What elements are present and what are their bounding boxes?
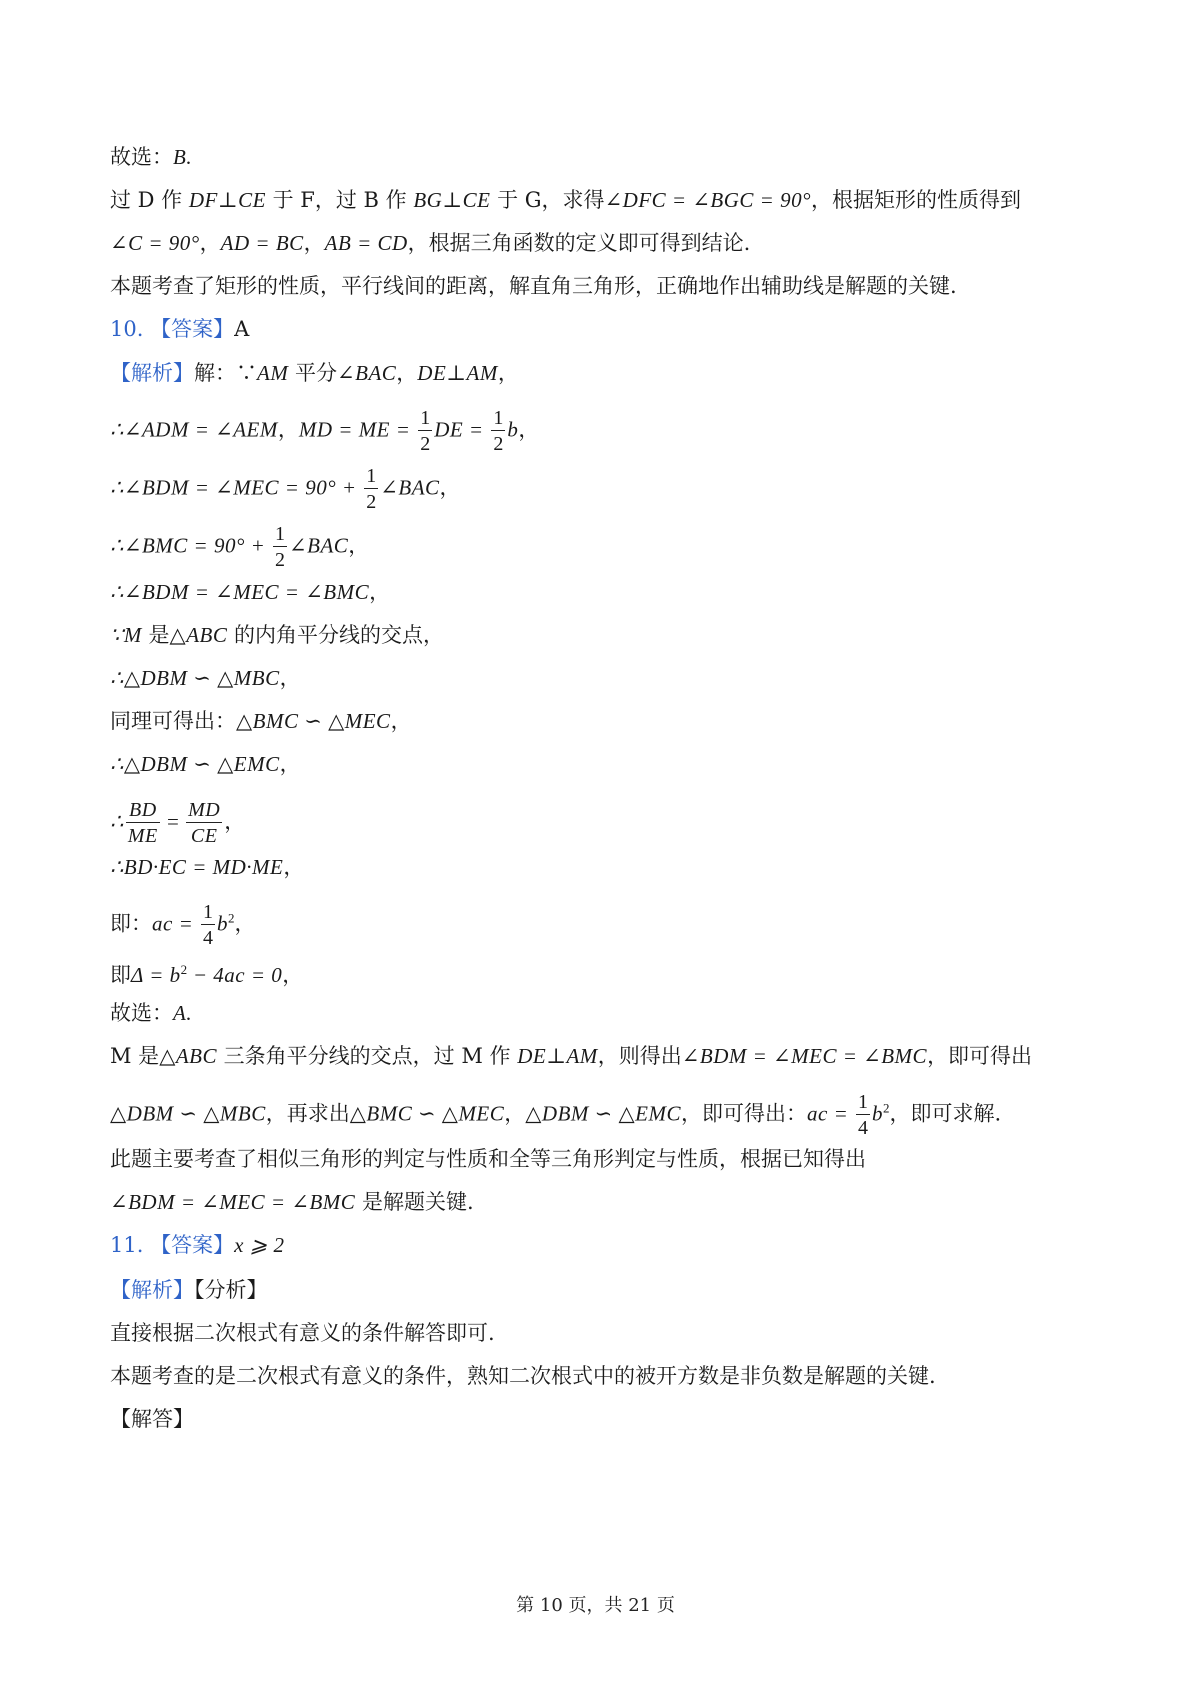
text-line xyxy=(110,800,245,846)
question-number: 10. xyxy=(110,317,151,341)
text-line xyxy=(110,998,192,1028)
text: 即 xyxy=(110,963,131,987)
math: b xyxy=(507,417,519,442)
text: 的内角平分线的交点， xyxy=(227,623,445,647)
fraction xyxy=(491,408,505,454)
analysis-tag: 【解析】 xyxy=(110,361,194,385)
analysis-tag: 【解析】 xyxy=(110,1278,194,1302)
text: 过 D 作 xyxy=(110,188,189,212)
denominator: 2 xyxy=(366,491,377,513)
text: M 是 xyxy=(110,1044,160,1068)
fraction xyxy=(126,800,160,846)
math: ∵M xyxy=(110,623,142,647)
fraction xyxy=(273,524,287,570)
answer-line xyxy=(110,314,249,344)
text-line xyxy=(110,228,750,258)
text: ，即可得出： xyxy=(681,1101,807,1126)
math: A. xyxy=(173,1001,193,1025)
text: ， xyxy=(369,580,391,604)
numerator: 1 xyxy=(203,901,213,923)
text: ， xyxy=(283,855,305,879)
answer-tag: 【答案】 xyxy=(150,317,235,341)
text: ， xyxy=(224,809,246,834)
math: △DBM ∽ △MBC xyxy=(110,1101,266,1126)
math: DF⊥CE xyxy=(188,188,266,212)
numerator: 1 xyxy=(366,465,377,487)
answer-value: A xyxy=(234,317,250,341)
math: = xyxy=(161,809,185,834)
denominator: 2 xyxy=(420,433,431,455)
text: ， xyxy=(396,361,418,385)
text: ， xyxy=(504,1101,526,1126)
text: ， xyxy=(277,417,299,442)
text-line xyxy=(110,1092,1001,1138)
denominator: ME xyxy=(127,825,158,847)
text: ，即可求解. xyxy=(889,1101,1002,1126)
numerator: 1 xyxy=(420,407,431,429)
math: Δ = b xyxy=(131,963,181,987)
math: ∴∠BMC = 90° + xyxy=(110,533,272,558)
text-line xyxy=(110,1187,474,1217)
text: 三条角平分线的交点，过 M 作 xyxy=(217,1044,518,1068)
page-footer: 第 10 页，共 21 页 xyxy=(516,1595,675,1616)
section-tag: 【解答】 xyxy=(110,1407,194,1431)
numerator: 1 xyxy=(858,1091,868,1113)
text-line xyxy=(110,185,1021,215)
text: ， xyxy=(518,417,540,442)
section-tag: 【分析】 xyxy=(194,1278,268,1302)
text: ， xyxy=(282,963,304,987)
math: − 4ac = 0 xyxy=(187,963,283,987)
text: ，则得出 xyxy=(597,1044,682,1068)
math: MD = ME = xyxy=(298,417,417,442)
answer-tag: 【答案】 xyxy=(150,1233,235,1257)
text: ， xyxy=(303,231,325,255)
text-line xyxy=(110,706,412,736)
math: ∠BAC xyxy=(289,533,349,558)
text: ，即可得出 xyxy=(927,1044,1033,1068)
text: ， xyxy=(279,752,301,776)
exponent: 2 xyxy=(180,962,188,977)
text-line xyxy=(110,1144,866,1174)
text: 此题主要考查了相似三角形的判定与性质和全等三角形判定与性质，根据已知得出 xyxy=(110,1147,866,1171)
text-line xyxy=(110,663,301,693)
text-line xyxy=(110,749,301,779)
text-line xyxy=(110,955,303,990)
math: DE = xyxy=(434,417,490,442)
text-line xyxy=(110,902,256,948)
text-line xyxy=(110,1361,936,1391)
exponent: 2 xyxy=(883,1100,890,1116)
math: AM xyxy=(257,361,289,385)
text-line xyxy=(110,1041,1032,1071)
answer-value: x ⩾ 2 xyxy=(234,1233,285,1257)
exponent: 2 xyxy=(228,910,235,926)
text: ，根据三角函数的定义即可得到结论. xyxy=(407,231,751,255)
math: △BMC ∽ △MEC xyxy=(349,1101,505,1126)
fraction xyxy=(186,800,222,846)
text-line xyxy=(110,577,390,607)
text: 平分 xyxy=(288,361,338,385)
math: AD = BC xyxy=(220,231,304,255)
fraction xyxy=(856,1092,870,1138)
text: ，根据矩形的性质得到 xyxy=(811,188,1021,212)
text-line xyxy=(110,408,539,454)
math: B. xyxy=(173,145,193,169)
math: ∠BDM = ∠MEC = ∠BMC xyxy=(681,1044,928,1068)
denominator: CE xyxy=(190,825,218,847)
text: 同理可得出： xyxy=(110,709,236,733)
text-line xyxy=(110,1404,194,1434)
text: 故选： xyxy=(110,1001,173,1025)
text: ， xyxy=(234,911,256,936)
text: 是 xyxy=(141,623,170,647)
text: ， xyxy=(199,231,221,255)
fraction xyxy=(418,408,432,454)
text: ， xyxy=(497,361,519,385)
text: ， xyxy=(390,709,412,733)
text-line xyxy=(110,466,461,512)
text: ， xyxy=(279,666,301,690)
text-line xyxy=(110,271,957,301)
text: ， xyxy=(439,475,461,500)
math: ∴∠BDM = ∠MEC = 90° + xyxy=(110,475,363,500)
fraction xyxy=(201,902,215,948)
text: 于 G，求得 xyxy=(490,188,605,212)
math: ∠BAC xyxy=(337,361,397,385)
math: ∴△DBM ∽ △EMC xyxy=(110,752,280,776)
math: △DBM ∽ △EMC xyxy=(525,1101,681,1126)
math: △ABC xyxy=(159,1044,217,1068)
denominator: 4 xyxy=(858,1117,868,1139)
text: 直接根据二次根式有意义的条件解答即可. xyxy=(110,1321,495,1345)
math: ∠C = 90° xyxy=(110,231,200,255)
text-line xyxy=(110,142,192,172)
denominator: 2 xyxy=(493,433,504,455)
answer-line xyxy=(110,1230,285,1260)
fraction xyxy=(364,466,378,512)
math: b xyxy=(217,911,228,936)
denominator: 2 xyxy=(275,549,286,571)
text: ， xyxy=(348,533,370,558)
math: BG⊥CE xyxy=(413,188,491,212)
text: 是解题关键. xyxy=(355,1190,474,1214)
math: ∠BDM = ∠MEC = ∠BMC xyxy=(110,1190,356,1214)
math: ∠DFC = ∠BGC = 90° xyxy=(604,188,811,212)
text: 解：∵ xyxy=(194,361,257,385)
math: AB = CD xyxy=(324,231,408,255)
numerator: 1 xyxy=(275,523,286,545)
text-line xyxy=(110,1318,495,1348)
numerator: BD xyxy=(126,800,160,823)
text: ，再求出 xyxy=(265,1101,350,1126)
math: ∴ xyxy=(110,809,124,834)
denominator: 4 xyxy=(203,927,213,949)
math: ac = xyxy=(807,1101,854,1126)
math: ∴∠BDM = ∠MEC = ∠BMC xyxy=(110,580,370,604)
text: 于 F，过 B 作 xyxy=(265,188,414,212)
text-line xyxy=(110,620,444,650)
text-line xyxy=(110,852,304,882)
math: DE⊥AM xyxy=(517,1044,598,1068)
math: b xyxy=(872,1101,883,1126)
numerator: 1 xyxy=(493,407,504,429)
math: ∴△DBM ∽ △MBC xyxy=(110,666,280,690)
text-line xyxy=(110,358,519,388)
math: △ABC xyxy=(169,623,228,647)
math: ac = xyxy=(152,911,199,936)
math: ∴∠ADM = ∠AEM xyxy=(110,417,278,442)
math: DE⊥AM xyxy=(417,361,498,385)
math: ∴BD·EC = MD·ME xyxy=(110,855,284,879)
question-number: 11. xyxy=(110,1233,151,1257)
text: 即： xyxy=(110,911,152,936)
text: 故选： xyxy=(110,145,173,169)
math: △BMC ∽ △MEC xyxy=(236,709,391,733)
text-line xyxy=(110,524,369,570)
text: 本题考查了矩形的性质，平行线间的距离，解直角三角形，正确地作出辅助线是解题的关键. xyxy=(110,274,957,298)
text: 本题考查的是二次根式有意义的条件，熟知二次根式中的被开方数是非负数是解题的关键. xyxy=(110,1364,936,1388)
numerator: MD xyxy=(188,799,221,821)
math: ∠BAC xyxy=(380,475,440,500)
text-line xyxy=(110,1275,268,1305)
